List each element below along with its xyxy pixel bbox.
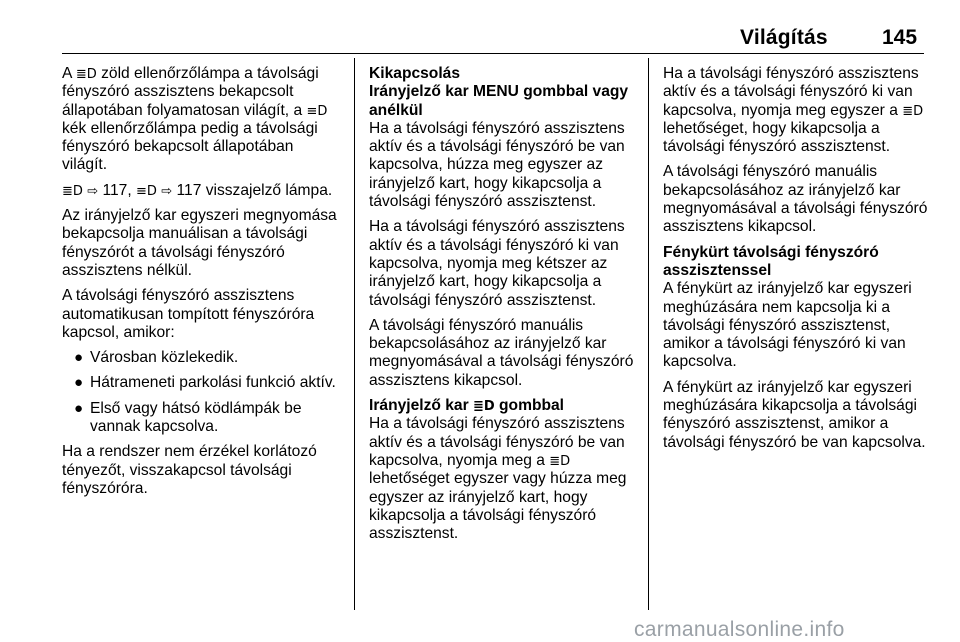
section-title: Világítás: [740, 26, 828, 49]
column-1: [62, 65, 340, 505]
paragraph: Az irányjelző kar egyszeri megnyomása bekapcsolja manuálisan a távolsági fényszórót a távolsági fényszóró asszisztens nélkül.: [62, 207, 337, 279]
paragraph: Ha a távolsági fényszóró asszisztens aktív és a távolsági fényszóró be van kapcsolva, húzza meg egyszer az irányjelző kart, hogy kikapcsolja a távolsági fényszóró asszisztenst.: [369, 119, 625, 211]
high-beam-icon: ≡D: [136, 183, 157, 199]
paragraph: A fénykürt az irányjelző kar egyszeri meghúzására kikapcsolja a távolsági fényszóró asszisztenst, amikor a távolsági fényszóró be van kapcsolva.: [663, 378, 926, 451]
column-3: [663, 65, 929, 459]
section-heading: Kikapcsolás: [369, 65, 461, 82]
page-number: 145: [882, 26, 918, 49]
bullet-icon: ●: [74, 399, 84, 417]
reference-arrow-icon: ⇨: [87, 183, 99, 199]
paragraph: Ha a távolsági fényszóró asszisztens aktív és a távolsági fényszóró ki van kapcsolva, nyomja meg kétszer az irányjelző kart, hogy kikapcsolja a távolsági fényszóró asszisztenst.: [369, 218, 625, 309]
paragraph: A ≣D zöld ellenőrzőlámpa a távolsági fényszóró asszisztens bekapcsolt állapotában folyamatosan világít, a ≡D kék ellenőrzőlámpa pedig a távolsági fényszóró bekapcsolt állapotában világít.: [62, 65, 328, 174]
column-divider-1: [354, 58, 355, 610]
bullet-icon: ●: [74, 374, 84, 392]
bullet-list: [62, 349, 340, 436]
list-item: ● Hátrameneti parkolási funkció aktív.: [74, 374, 336, 392]
high-beam-icon: ≡D: [306, 103, 328, 119]
subsection-heading: Fénykürt távolsági fényszóró asszisztenssel: [663, 243, 879, 279]
column-divider-2: [648, 58, 649, 610]
high-beam-assist-icon: ≣D: [473, 399, 495, 415]
subsection-heading: Irányjelző kar ≣D gombbal: [369, 397, 565, 415]
subsection-heading: Irányjelző kar MENU gombbal vagy anélkül: [369, 83, 629, 119]
high-beam-assist-icon: ≣D: [902, 103, 924, 119]
paragraph: Ha a távolsági fényszóró asszisztens aktív és a távolsági fényszóró be van kapcsolva, nyomja meg a ≣D lehetőséget egyszer vagy húzza meg egyszer az irányjelző kart, hogy kikapcsolja a távolsági fényszóró asszisztenst.: [369, 415, 627, 543]
paragraph: A távolsági fényszóró manuális bekapcsolásához az irányjelző kar megnyomásával a távolsági fényszóró asszisztens kikapcsol.: [369, 316, 634, 389]
high-beam-assist-icon: ≣D: [75, 67, 97, 82]
paragraph: ≣D ⇨ 117, ≡D ⇨ 117 visszajelző lámpa.: [62, 181, 333, 199]
high-beam-assist-icon: ≣D: [62, 183, 83, 199]
reference-arrow-icon: ⇨: [161, 183, 173, 199]
header-divider: [62, 53, 924, 54]
paragraph: A távolsági fényszóró manuális bekapcsolásához az irányjelző kar megnyomásával a távolsági fényszóró asszisztens kikapcsol.: [663, 163, 928, 236]
watermark: carmanualsonline.info: [634, 618, 845, 641]
bullet-icon: ●: [74, 349, 84, 367]
paragraph: Ha a távolsági fényszóró asszisztens aktív és a távolsági fényszóró ki van kapcsolva, nyomja meg egyszer a ≣D lehetőséget, hogy kikapcsolja a távolsági fényszóró asszisztenst.: [663, 65, 924, 156]
paragraph: A fénykürt az irányjelző kar egyszeri meghúzására nem kapcsolja ki a távolsági fényszóró asszisztenst, amikor a távolsági fényszóró ki van kapcsolva.: [663, 280, 912, 371]
list-item: ● Városban közlekedik.: [74, 349, 239, 367]
paragraph: A távolsági fényszóró asszisztens automatikusan tompított fényszóróra kapcsol, amikor:: [62, 287, 315, 341]
column-2: [369, 65, 637, 550]
paragraph: Ha a rendszer nem érzékel korlátozó tényezőt, visszakapcsol távolsági fényszóróra.: [62, 443, 317, 497]
list-item: ● Első vagy hátsó ködlámpák be vannak kapcsolva.: [74, 399, 302, 436]
high-beam-assist-icon: ≣D: [549, 453, 571, 469]
